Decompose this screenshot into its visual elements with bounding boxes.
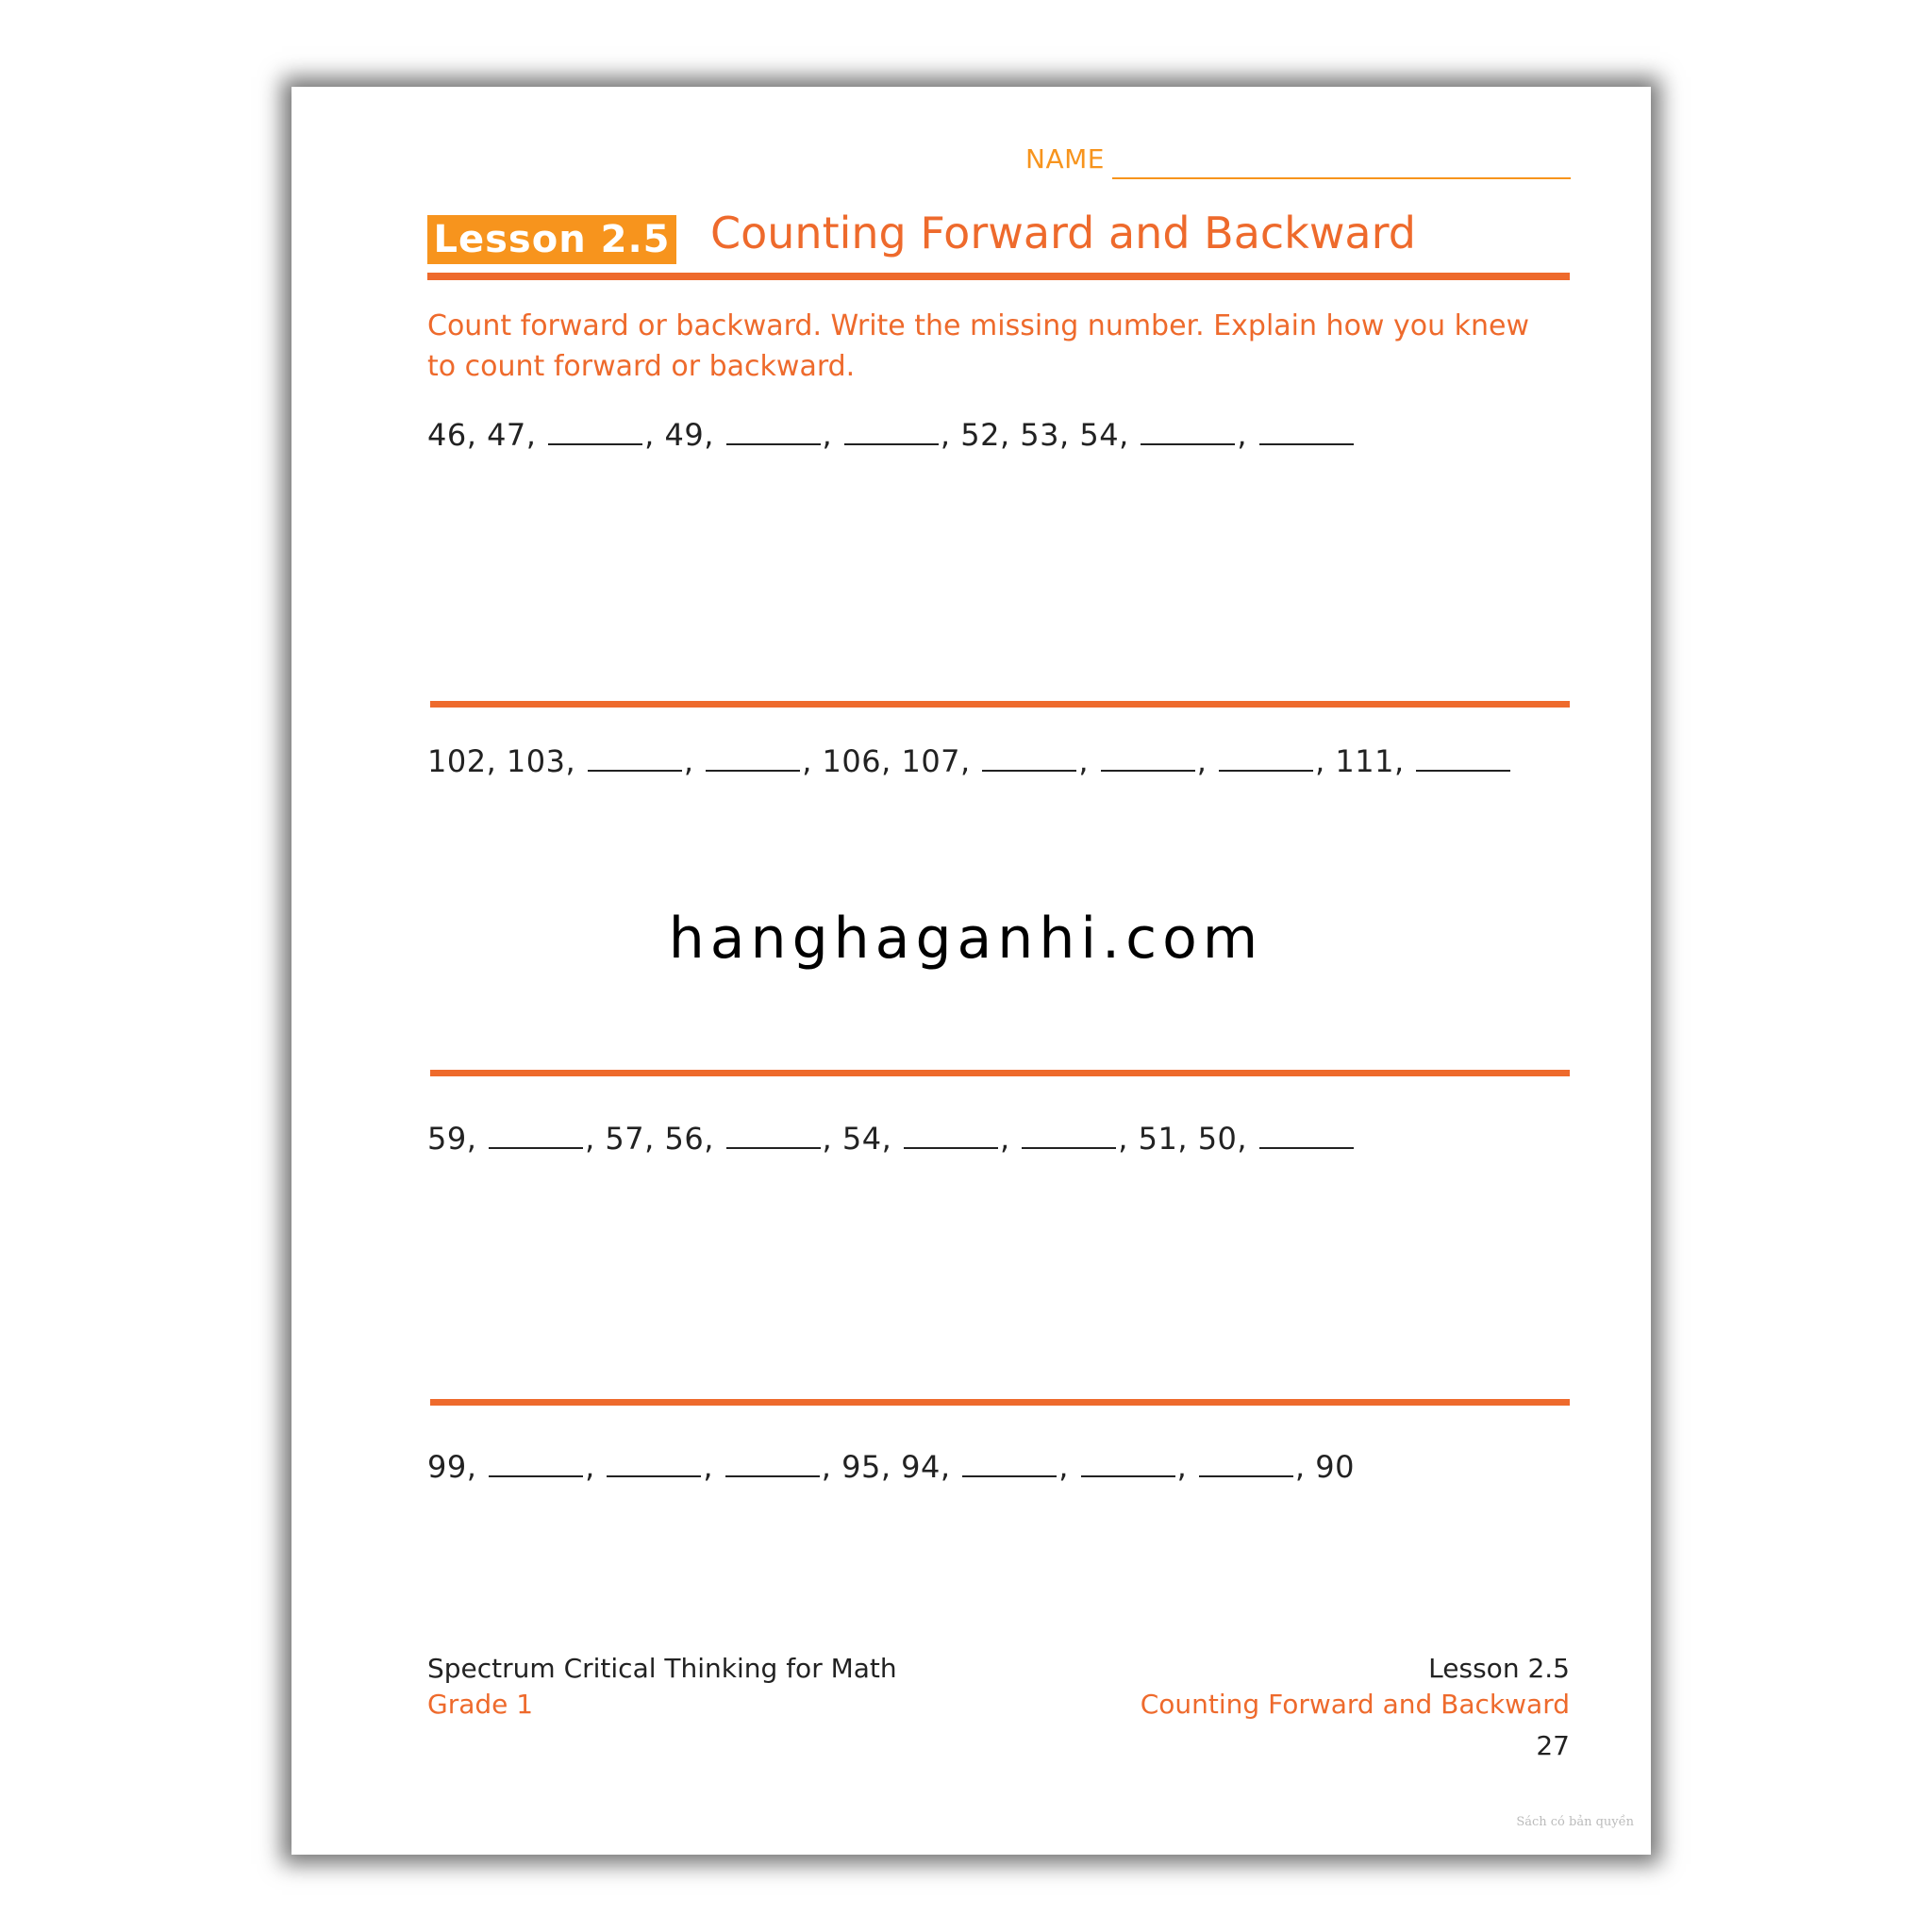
answer-blank[interactable] bbox=[904, 1123, 998, 1149]
sequence-comma: , bbox=[644, 1121, 665, 1157]
copyright-note: Sách có bản quyền bbox=[1516, 1815, 1634, 1829]
lesson-badge: Lesson 2.5 bbox=[427, 215, 676, 264]
sequence-comma: , bbox=[525, 417, 547, 453]
sequence-number: 53 bbox=[1020, 417, 1059, 453]
sequence-comma: , bbox=[1119, 417, 1140, 453]
sequence-comma: , bbox=[880, 1449, 902, 1485]
instructions: Count forward or backward. Write the missing number. Explain how you knew to count forward or backward. bbox=[427, 309, 1530, 383]
answer-blank[interactable] bbox=[706, 745, 800, 772]
sequence-comma: , bbox=[1058, 1449, 1079, 1485]
title-rule bbox=[427, 273, 1570, 280]
sequence-number: 90 bbox=[1315, 1449, 1355, 1485]
sequence-number: 54 bbox=[1079, 417, 1120, 453]
sequence-number: 94 bbox=[901, 1449, 941, 1485]
sequence-4 bbox=[427, 1449, 1355, 1485]
sequence-comma: , bbox=[822, 417, 842, 453]
sequence-number: 106 bbox=[822, 743, 882, 779]
sequence-comma: , bbox=[960, 743, 981, 779]
answer-blank[interactable] bbox=[726, 419, 821, 445]
answer-blank[interactable] bbox=[1219, 745, 1313, 772]
sequence-3 bbox=[427, 1121, 1356, 1157]
answer-blank[interactable] bbox=[982, 745, 1076, 772]
sequence-number: 50 bbox=[1197, 1121, 1238, 1157]
sequence-comma: , bbox=[881, 743, 902, 779]
sequence-1 bbox=[427, 417, 1356, 453]
sequence-comma: , bbox=[1294, 1449, 1316, 1485]
sequence-comma: , bbox=[1078, 743, 1099, 779]
sequence-number: 102 bbox=[427, 743, 487, 779]
sequence-comma: , bbox=[1315, 743, 1336, 779]
footer-lesson: Lesson 2.5 bbox=[1428, 1653, 1570, 1684]
answer-blank[interactable] bbox=[726, 1123, 821, 1149]
answer-blank[interactable] bbox=[607, 1451, 701, 1477]
sequence-comma: , bbox=[999, 417, 1021, 453]
sequence-comma: , bbox=[1176, 1449, 1197, 1485]
answer-divider-2 bbox=[430, 1070, 1570, 1076]
sequence-comma: , bbox=[1393, 743, 1415, 779]
sequence-number: 59 bbox=[427, 1121, 467, 1157]
answer-blank[interactable] bbox=[489, 1451, 583, 1477]
answer-blank[interactable] bbox=[844, 419, 939, 445]
name-input-line[interactable] bbox=[1112, 177, 1571, 179]
sequence-comma: , bbox=[1237, 417, 1257, 453]
sequence-number: 51 bbox=[1138, 1121, 1178, 1157]
sequence-comma: , bbox=[466, 1449, 488, 1485]
watermark-text: hanghaganhi.com bbox=[668, 906, 1264, 972]
answer-blank[interactable] bbox=[1199, 1451, 1293, 1477]
footer-book-title: Spectrum Critical Thinking for Math bbox=[427, 1653, 897, 1684]
sequence-2 bbox=[427, 743, 1512, 779]
sequence-comma: , bbox=[466, 1121, 488, 1157]
sequence-comma: , bbox=[1177, 1121, 1198, 1157]
sequence-comma: , bbox=[585, 1121, 606, 1157]
answer-blank[interactable] bbox=[1141, 419, 1235, 445]
answer-blank[interactable] bbox=[962, 1451, 1057, 1477]
answer-blank[interactable] bbox=[1259, 419, 1354, 445]
footer-lesson-title: Counting Forward and Backward bbox=[1140, 1689, 1570, 1720]
sequence-number: 52 bbox=[960, 417, 1000, 453]
answer-blank[interactable] bbox=[725, 1451, 820, 1477]
sequence-comma: , bbox=[565, 743, 586, 779]
page-number: 27 bbox=[1536, 1730, 1570, 1761]
sequence-number: 47 bbox=[487, 417, 526, 453]
sequence-number: 54 bbox=[841, 1121, 882, 1157]
answer-blank[interactable] bbox=[1416, 745, 1510, 772]
answer-blank[interactable] bbox=[1081, 1451, 1175, 1477]
sequence-comma: , bbox=[466, 417, 488, 453]
sequence-comma: , bbox=[703, 1449, 724, 1485]
sequence-comma: , bbox=[940, 417, 961, 453]
sequence-comma: , bbox=[704, 1121, 724, 1157]
sequence-number: 111 bbox=[1335, 743, 1394, 779]
sequence-number: 46 bbox=[427, 417, 467, 453]
sequence-comma: , bbox=[1196, 743, 1218, 779]
answer-blank[interactable] bbox=[548, 419, 642, 445]
answer-blank[interactable] bbox=[1101, 745, 1195, 772]
answer-divider-3 bbox=[430, 1399, 1570, 1406]
sequence-comma: , bbox=[821, 1449, 842, 1485]
name-label: NAME bbox=[1025, 143, 1105, 175]
sequence-comma: , bbox=[999, 1121, 1021, 1157]
answer-divider-1 bbox=[430, 701, 1570, 708]
sequence-comma: , bbox=[1118, 1121, 1139, 1157]
sequence-number: 103 bbox=[506, 743, 566, 779]
lesson-title: Counting Forward and Backward bbox=[710, 208, 1416, 258]
answer-blank[interactable] bbox=[1022, 1123, 1116, 1149]
footer-grade: Grade 1 bbox=[427, 1689, 534, 1720]
sequence-comma: , bbox=[822, 1121, 842, 1157]
sequence-number: 107 bbox=[901, 743, 961, 779]
sequence-number: 49 bbox=[664, 417, 705, 453]
sequence-number: 57 bbox=[605, 1121, 645, 1157]
sequence-comma: , bbox=[683, 743, 705, 779]
sequence-comma: , bbox=[644, 417, 665, 453]
sequence-comma: , bbox=[940, 1449, 961, 1485]
sequence-number: 99 bbox=[427, 1449, 467, 1485]
answer-blank[interactable] bbox=[1259, 1123, 1354, 1149]
sequence-comma: , bbox=[585, 1449, 606, 1485]
sequence-comma: , bbox=[881, 1121, 902, 1157]
sequence-comma: , bbox=[704, 417, 724, 453]
sequence-comma: , bbox=[1059, 417, 1080, 453]
answer-blank[interactable] bbox=[489, 1123, 583, 1149]
sequence-number: 95 bbox=[841, 1449, 881, 1485]
sequence-comma: , bbox=[1237, 1121, 1257, 1157]
sequence-comma: , bbox=[486, 743, 507, 779]
answer-blank[interactable] bbox=[588, 745, 682, 772]
name-row bbox=[1025, 143, 1571, 181]
sequence-number: 56 bbox=[664, 1121, 705, 1157]
sequence-comma: , bbox=[802, 743, 823, 779]
